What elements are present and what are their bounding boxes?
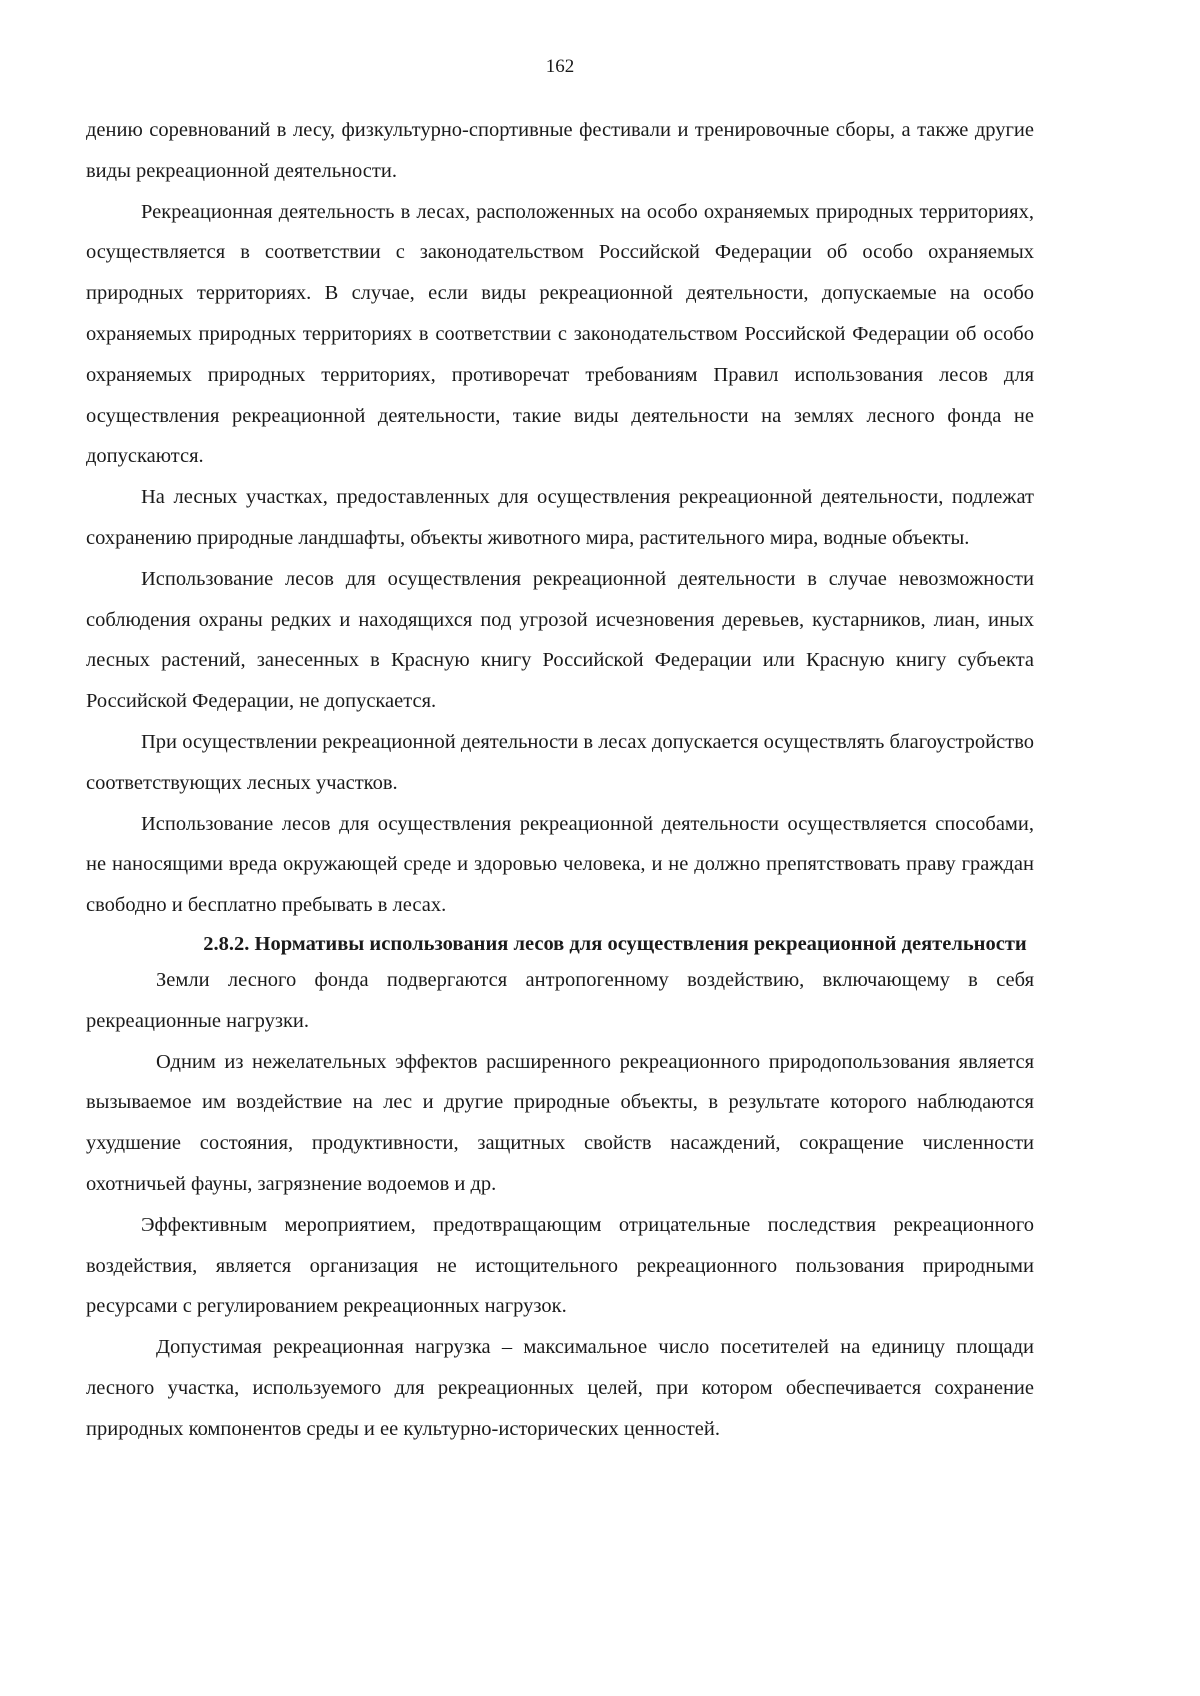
page-body <box>86 110 1034 1450</box>
paragraph: Одним из нежелательных эффектов расширенного рекреационного природопользования является вызываемое им воздействие на лес и другие природные объекты, в результате которого наблюдаются ухудшение состояния, продуктивности, защитных свойств насаждений, сокращение численности охотничьей фауны, загрязнение водоемов и др. <box>86 1050 1034 1195</box>
paragraph: дению соревнований в лесу, физкультурно-спортивные фестивали и тренировочные сборы, а также другие виды рекреационной деятельности. <box>86 119 1034 182</box>
paragraph: Использование лесов для осуществления рекреационной деятельности осуществляется способами, не наносящими вреда окружающей среде и здоровью человека, и не должно препятствовать праву граждан свободно и бесплатно пребывать в лесах. <box>86 812 1034 917</box>
paragraph: Эффективным мероприятием, предотвращающим отрицательные последствия рекреационного воздействия, является организация не истощительного рекреационного пользования природными ресурсами с регулированием рекреационных нагрузок. <box>86 1213 1034 1318</box>
section-heading: 2.8.2. Нормативы использования лесов для осуществления рекреационной деятельности <box>203 932 1027 955</box>
paragraph: Земли лесного фонда подвергаются антропогенному воздействию, включающему в себя рекреационные нагрузки. <box>86 968 1034 1032</box>
paragraph: При осуществлении рекреационной деятельности в лесах допускается осуществлять благоустройство соответствующих лесных участков. <box>86 730 1034 794</box>
paragraph: Допустимая рекреационная нагрузка – максимальное число посетителей на единицу площади лесного участка, используемого для рекреационных целей, при котором обеспечивается сохранение природных компонентов среды и ее культурно-исторических ценностей. <box>86 1336 1034 1440</box>
paragraph: На лесных участках, предоставленных для осуществления рекреационной деятельности, подлежат сохранению природные ландшафты, объекты животного мира, растительного мира, водные объекты. <box>86 486 1034 549</box>
page-number: 162 <box>545 56 575 77</box>
paragraph: Использование лесов для осуществления рекреационной деятельности в случае невозможности соблюдения охраны редких и находящихся под угрозой исчезновения деревьев, кустарников, лиан, иных лесных растений, занесенных в Красную книгу Российской Федерации или Красную книгу субъекта Российской Федерации, не допускается. <box>86 567 1034 713</box>
paragraph: Рекреационная деятельность в лесах, расположенных на особо охраняемых природных территориях, осуществляется в соответствии с законодательством Российской Федерации об особо охраняемых природных территориях. В случае, если виды рекреационной деятельности, допускаемые на особо охраняемых природных территориях в соответствии с законодательством Российской Федерации об особо охраняемых природных территориях, противоречат требованиям Правил использования лесов для осуществления рекреационной деятельности, такие виды деятельности на землях лесного фонда не допускаются. <box>86 200 1034 468</box>
